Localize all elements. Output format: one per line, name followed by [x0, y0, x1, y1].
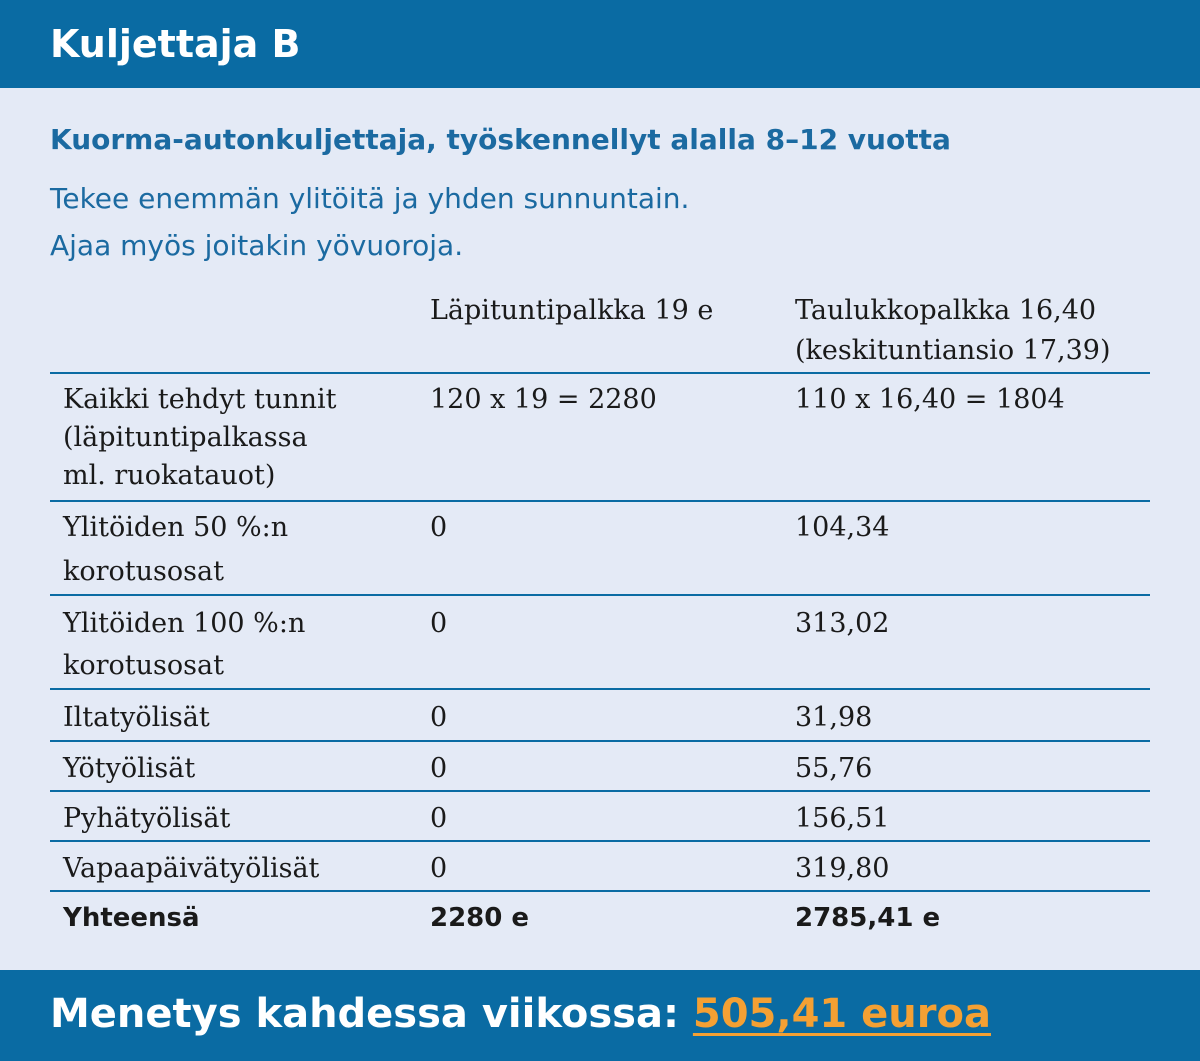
- total-label: Yhteensä: [63, 903, 200, 933]
- total-taulukko: 2785,41 e: [795, 903, 941, 933]
- description: [50, 175, 689, 269]
- table-divider: [50, 740, 1150, 742]
- table-divider: [50, 790, 1150, 792]
- row-value-lapitunti: 0: [430, 853, 448, 884]
- row-label-line: (läpituntipalkassa: [63, 422, 308, 453]
- row-value-taulukko: 104,34: [795, 512, 890, 543]
- loss-amount: 505,41 euroa: [692, 991, 991, 1037]
- footer-bar: [0, 970, 1200, 1061]
- row-label-line: Kaikki tehdyt tunnit: [63, 384, 337, 415]
- description-line-2: Ajaa myös joitakin yövuoroja.: [50, 229, 464, 262]
- row-value-taulukko: 156,51: [795, 803, 890, 834]
- row-value-taulukko: 55,76: [795, 753, 873, 784]
- row-label-line: Vapaapäivätyölisät: [63, 853, 320, 884]
- table-divider: [50, 840, 1150, 842]
- row-value-lapitunti: 0: [430, 512, 448, 543]
- row-value-lapitunti: 0: [430, 608, 448, 639]
- row-value-taulukko: 313,02: [795, 608, 890, 639]
- column-header-2-sub: (keskituntiansio 17,39): [795, 335, 1111, 366]
- loss-label: Menetys kahdessa viikossa:: [50, 991, 679, 1037]
- row-label-line: korotusosat: [63, 556, 224, 587]
- description-line-1: Tekee enemmän ylitöitä ja yhden sunnuntain.: [50, 182, 690, 215]
- table-divider: [50, 890, 1150, 892]
- row-label-line: Pyhätyölisät: [63, 803, 231, 834]
- row-label-line: Ylitöiden 100 %:n: [63, 608, 306, 639]
- subtitle: Kuorma-autonkuljettaja, työskennellyt alalla 8–12 vuotta: [50, 123, 951, 156]
- column-header-2: Taulukkopalkka 16,40: [795, 295, 1097, 326]
- row-label-line: korotusosat: [63, 650, 224, 681]
- table-divider: [50, 372, 1150, 374]
- row-value-lapitunti: 0: [430, 803, 448, 834]
- loss-summary: [50, 986, 991, 1042]
- row-label-line: ml. ruokatauot): [63, 460, 276, 491]
- row-value-taulukko: 110 x 16,40 = 1804: [795, 384, 1065, 415]
- row-value-taulukko: 319,80: [795, 853, 890, 884]
- row-label-line: Yötyölisät: [63, 753, 196, 784]
- total-lapitunti: 2280 e: [430, 903, 530, 933]
- row-label-line: Ylitöiden 50 %:n: [63, 512, 289, 543]
- column-header-1: Läpituntipalkka 19 e: [430, 295, 714, 326]
- table-divider: [50, 688, 1150, 690]
- page-title: Kuljettaja B: [50, 22, 301, 66]
- header-bar: [0, 0, 1200, 88]
- row-value-taulukko: 31,98: [795, 702, 873, 733]
- row-value-lapitunti: 120 x 19 = 2280: [430, 384, 657, 415]
- table-divider: [50, 500, 1150, 502]
- table-divider: [50, 594, 1150, 596]
- row-label-line: Iltatyölisät: [63, 702, 210, 733]
- row-value-lapitunti: 0: [430, 702, 448, 733]
- row-value-lapitunti: 0: [430, 753, 448, 784]
